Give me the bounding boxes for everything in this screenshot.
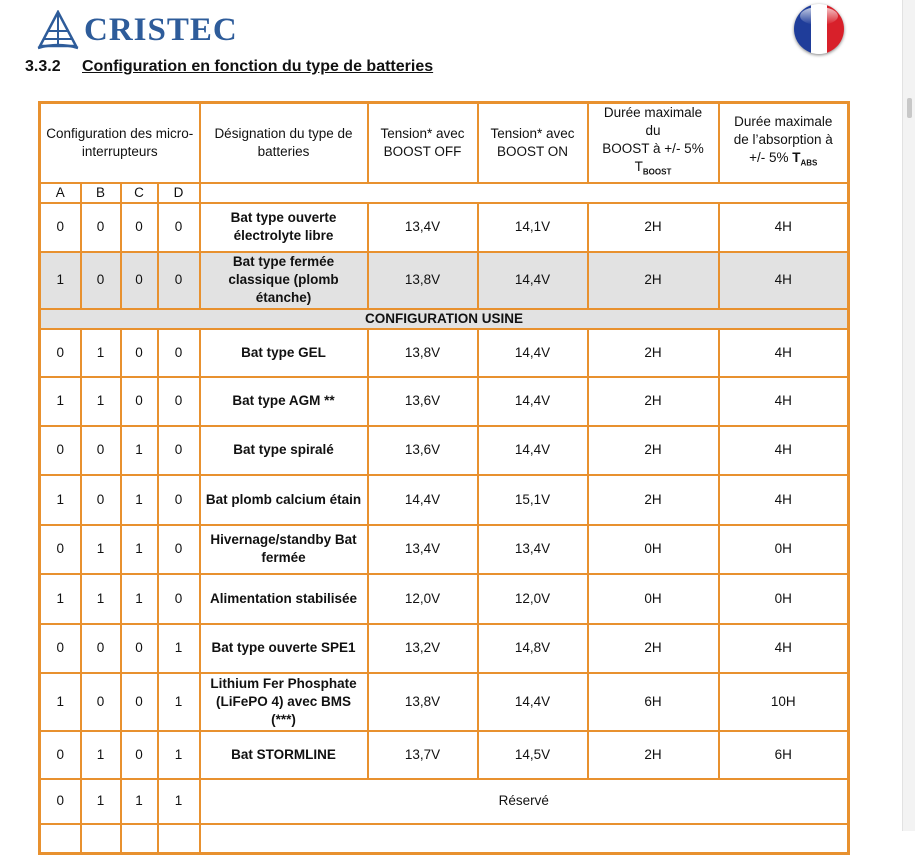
table-row (40, 426, 849, 475)
voltage-boost-off-cell: 14,4V (368, 475, 478, 525)
battery-designation-cell: Bat type ouverte SPE1 (200, 624, 368, 673)
header-abs-max-line3 (723, 149, 845, 173)
battery-designation-cell: Bat type ouverte électrolyte libre (200, 203, 368, 252)
battery-config-table (38, 101, 850, 855)
voltage-boost-off-cell: 13,8V (368, 673, 478, 731)
table-row (40, 525, 849, 574)
header-abs-max-text: +/- 5% (749, 150, 793, 165)
battery-designation-cell: Hivernage/standby Bat fermée (200, 525, 368, 574)
switch-a-cell: 0 (40, 624, 81, 673)
voltage-boost-off-cell: 13,2V (368, 624, 478, 673)
switch-a-cell: 0 (40, 329, 81, 377)
header-boost-max-t: T (634, 159, 643, 174)
voltage-boost-on-cell: 14,8V (478, 624, 588, 673)
switch-d-cell: 0 (158, 475, 200, 525)
reserved-label: Réservé (200, 779, 849, 824)
absorption-duration-cell: 0H (719, 525, 849, 574)
switch-b-cell: 1 (81, 329, 121, 377)
switch-c-cell: 0 (121, 329, 158, 377)
voltage-boost-on-cell: 14,4V (478, 673, 588, 731)
voltage-boost-off-cell: 13,8V (368, 329, 478, 377)
absorption-duration-cell: 4H (719, 475, 849, 525)
switch-d-cell: 0 (158, 203, 200, 252)
switch-c-cell: 0 (121, 624, 158, 673)
absorption-duration-cell: 6H (719, 731, 849, 779)
header-boost-max-line3: BOOST à +/- 5% (602, 141, 704, 156)
switch-c-cell: 1 (121, 574, 158, 624)
logo-text: CRISTEC (84, 11, 238, 48)
switch-label-d: D (158, 183, 200, 203)
boost-duration-cell: 2H (588, 203, 719, 252)
header-abs-max-line1: Durée maximale (734, 114, 833, 129)
switch-d-cell: 0 (158, 426, 200, 475)
boost-duration-cell: 2H (588, 329, 719, 377)
header-boost-max-line4 (592, 158, 715, 182)
switch-b-cell: 0 (81, 252, 121, 309)
switch-b-cell: 0 (81, 426, 121, 475)
voltage-boost-on-cell: 14,1V (478, 203, 588, 252)
boost-duration-cell: 2H (588, 377, 719, 426)
table-row (40, 203, 849, 252)
voltage-boost-on-cell: 12,0V (478, 574, 588, 624)
section-number: 3.3.2 (25, 58, 61, 75)
header-abs-max (719, 103, 849, 183)
header-designation: Désignation du type de batteries (200, 103, 368, 183)
switch-label-row (40, 183, 849, 203)
table-row (40, 329, 849, 377)
table-row (40, 731, 849, 779)
reserved-row (40, 779, 849, 824)
absorption-duration-cell: 4H (719, 329, 849, 377)
switch-c-cell: 0 (121, 731, 158, 779)
header-boost-max (588, 103, 719, 183)
switch-c-cell: 1 (121, 525, 158, 574)
switch-b-cell: 1 (81, 574, 121, 624)
boost-duration-cell: 2H (588, 252, 719, 309)
boost-duration-cell: 2H (588, 624, 719, 673)
header-boost-off: Tension* avec BOOST OFF (368, 103, 478, 183)
switch-label-spacer (200, 183, 849, 203)
switch-a-cell: 1 (40, 475, 81, 525)
switch-c-cell: 1 (121, 779, 158, 824)
voltage-boost-on-cell: 14,4V (478, 252, 588, 309)
table-row-partial (40, 824, 849, 854)
switch-d-cell: 0 (158, 525, 200, 574)
boost-duration-cell: 6H (588, 673, 719, 731)
voltage-boost-off-cell: 13,7V (368, 731, 478, 779)
table-row (40, 624, 849, 673)
switch-c-cell: 0 (121, 673, 158, 731)
switch-a-cell: 0 (40, 779, 81, 824)
scrollbar-thumb[interactable] (907, 98, 912, 118)
switch-d-cell: 1 (158, 624, 200, 673)
voltage-boost-on-cell: 15,1V (478, 475, 588, 525)
voltage-boost-off-cell: 13,6V (368, 426, 478, 475)
header-boost-max-sub: BOOST (642, 167, 672, 177)
switch-a-cell: 1 (40, 673, 81, 731)
voltage-boost-on-cell: 14,4V (478, 426, 588, 475)
switch-a-cell: 0 (40, 426, 81, 475)
partial-cell (121, 824, 158, 854)
header-config: Configuration des micro-interrupteurs (40, 103, 200, 183)
header-abs-max-t: T (792, 150, 801, 165)
switch-d-cell: 0 (158, 252, 200, 309)
header-abs-max-line2: de l’absorption à (733, 132, 833, 147)
voltage-boost-off-cell: 13,8V (368, 252, 478, 309)
switch-a-cell: 1 (40, 377, 81, 426)
header-abs-max-sub: ABS (800, 158, 818, 168)
factory-config-row (40, 309, 849, 329)
switch-b-cell: 0 (81, 203, 121, 252)
switch-b-cell: 1 (81, 779, 121, 824)
switch-d-cell: 1 (158, 731, 200, 779)
battery-designation-cell: Bat plomb calcium étain (200, 475, 368, 525)
voltage-boost-off-cell: 13,4V (368, 203, 478, 252)
header-boost-max-line1: Durée maximale (603, 105, 703, 120)
header-boost-on: Tension* avec BOOST ON (478, 103, 588, 183)
boost-duration-cell: 2H (588, 731, 719, 779)
factory-config-label: CONFIGURATION USINE (40, 309, 849, 329)
partial-cell (81, 824, 121, 854)
switch-c-cell: 0 (121, 203, 158, 252)
table-row (40, 475, 849, 525)
sail-logo-icon (36, 10, 80, 50)
battery-designation-cell: Alimentation stabilisée (200, 574, 368, 624)
table-row (40, 377, 849, 426)
voltage-boost-off-cell: 13,4V (368, 525, 478, 574)
switch-label-c: C (121, 183, 158, 203)
absorption-duration-cell: 4H (719, 203, 849, 252)
switch-d-cell: 0 (158, 377, 200, 426)
voltage-boost-off-cell: 13,6V (368, 377, 478, 426)
switch-b-cell: 1 (81, 377, 121, 426)
switch-b-cell: 0 (81, 475, 121, 525)
battery-designation-cell: Bat type GEL (200, 329, 368, 377)
absorption-duration-cell: 4H (719, 426, 849, 475)
switch-a-cell: 1 (40, 574, 81, 624)
switch-c-cell: 1 (121, 426, 158, 475)
switch-a-cell: 0 (40, 203, 81, 252)
voltage-boost-on-cell: 14,5V (478, 731, 588, 779)
boost-duration-cell: 2H (588, 475, 719, 525)
switch-c-cell: 0 (121, 377, 158, 426)
cristec-logo (36, 8, 238, 52)
partial-cell (40, 824, 81, 854)
flag-gloss (800, 7, 838, 25)
switch-b-cell: 1 (81, 731, 121, 779)
switch-c-cell: 1 (121, 475, 158, 525)
switch-a-cell: 1 (40, 252, 81, 309)
battery-designation-cell: Bat type spiralé (200, 426, 368, 475)
switch-b-cell: 0 (81, 673, 121, 731)
voltage-boost-off-cell: 12,0V (368, 574, 478, 624)
switch-label-a: A (40, 183, 81, 203)
table-row (40, 252, 849, 309)
boost-duration-cell: 2H (588, 426, 719, 475)
switch-a-cell: 0 (40, 731, 81, 779)
battery-designation-cell: Bat STORMLINE (200, 731, 368, 779)
absorption-duration-cell: 4H (719, 377, 849, 426)
section-title: Configuration en fonction du type de batteries (82, 58, 434, 75)
section-heading (25, 58, 433, 76)
switch-d-cell: 1 (158, 779, 200, 824)
partial-cell (158, 824, 200, 854)
switch-label-b: B (81, 183, 121, 203)
switch-d-cell: 1 (158, 673, 200, 731)
absorption-duration-cell: 4H (719, 624, 849, 673)
french-flag-icon (794, 4, 844, 54)
switch-b-cell: 0 (81, 624, 121, 673)
partial-cell (200, 824, 849, 854)
battery-designation-cell: Lithium Fer Phosphate (LiFePO 4) avec BMS (***) (200, 673, 368, 731)
switch-d-cell: 0 (158, 574, 200, 624)
boost-duration-cell: 0H (588, 574, 719, 624)
voltage-boost-on-cell: 14,4V (478, 377, 588, 426)
header-row (40, 103, 849, 183)
vertical-scrollbar[interactable] (902, 0, 915, 831)
voltage-boost-on-cell: 13,4V (478, 525, 588, 574)
switch-c-cell: 0 (121, 252, 158, 309)
voltage-boost-on-cell: 14,4V (478, 329, 588, 377)
header-boost-max-line2: du (645, 123, 661, 138)
absorption-duration-cell: 4H (719, 252, 849, 309)
boost-duration-cell: 0H (588, 525, 719, 574)
absorption-duration-cell: 10H (719, 673, 849, 731)
table-row (40, 574, 849, 624)
switch-d-cell: 0 (158, 329, 200, 377)
switch-a-cell: 0 (40, 525, 81, 574)
table-row (40, 673, 849, 731)
absorption-duration-cell: 0H (719, 574, 849, 624)
switch-b-cell: 1 (81, 525, 121, 574)
battery-designation-cell: Bat type fermée classique (plomb étanche) (200, 252, 368, 309)
battery-designation-cell: Bat type AGM ** (200, 377, 368, 426)
